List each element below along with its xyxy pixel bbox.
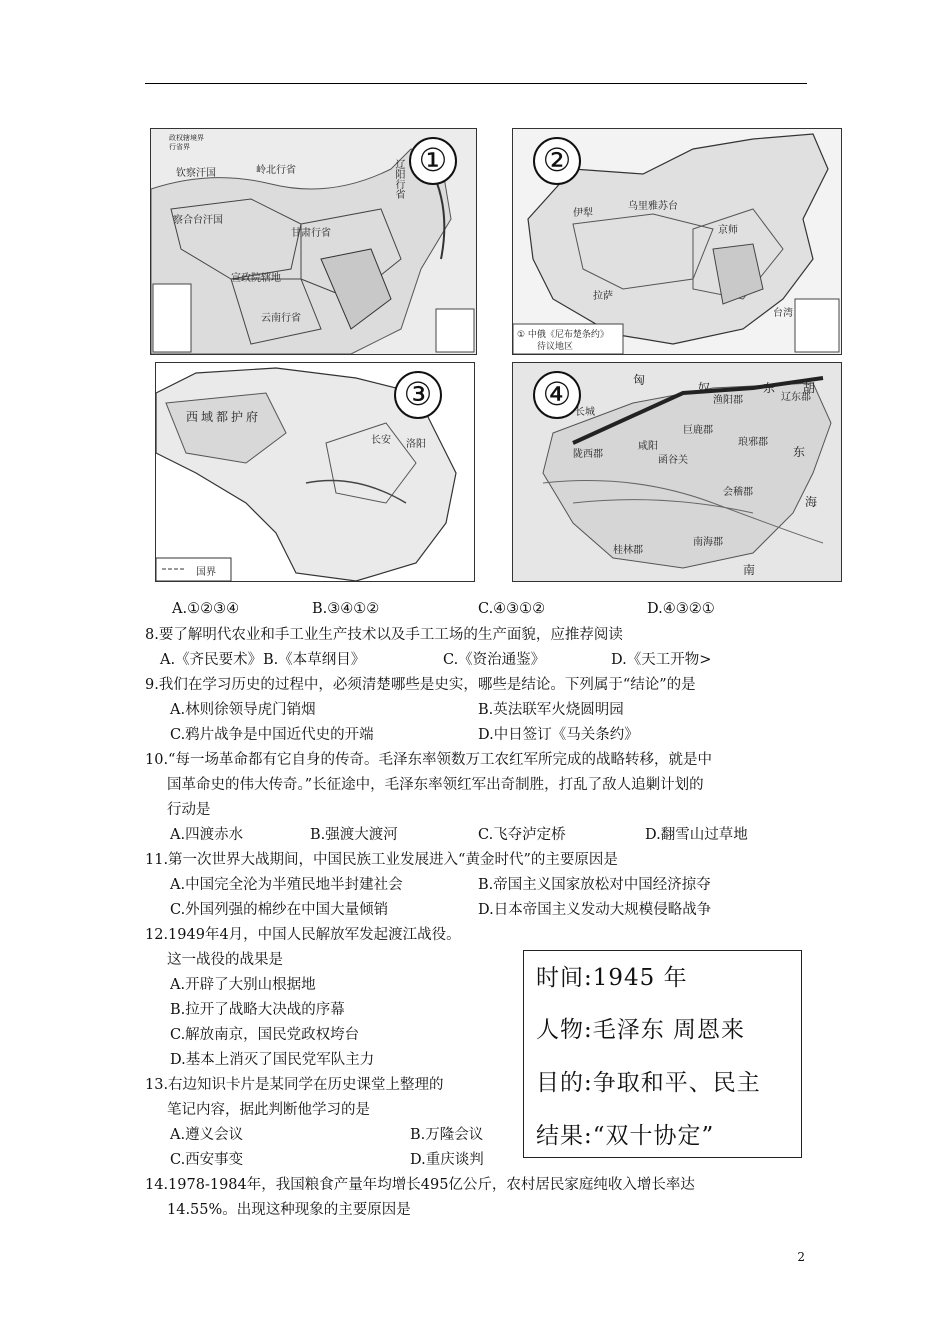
map-label: 海 bbox=[805, 495, 818, 509]
map-label: 云南行省 bbox=[261, 313, 301, 324]
q10-stem-line3: 行动是 bbox=[167, 802, 211, 818]
map-label: 伊犁 bbox=[573, 208, 593, 219]
map-label: 南 bbox=[743, 563, 756, 577]
map-label: 长城 bbox=[575, 407, 595, 418]
map-label: 琅邪郡 bbox=[738, 437, 768, 448]
map-number: ② bbox=[533, 137, 581, 185]
q10-option-a: A.四渡赤水 bbox=[170, 827, 244, 843]
map-label: 东 bbox=[793, 445, 806, 459]
q14-stem-line1: 14.1978-1984年，我国粮食产量年均增长495亿公斤，农村居民家庭纯收入增长率达 bbox=[145, 1177, 695, 1193]
card-time: 时间:1945 年 bbox=[536, 965, 688, 991]
q10-option-d: D.翻雪山过草地 bbox=[645, 827, 748, 843]
map-number: ① bbox=[409, 137, 457, 185]
map-label: 辽阳行省 bbox=[393, 159, 404, 199]
q11-option-d: D.日本帝国主义发动大规模侵略战争 bbox=[478, 902, 712, 918]
map-qin-dynasty bbox=[512, 362, 842, 582]
q9-stem: 9.我们在学习历史的过程中，必须清楚哪些是史实，哪些是结论。下列属于“结论”的是 bbox=[145, 677, 696, 693]
map-number: ③ bbox=[394, 371, 442, 419]
q10-stem-line1: 10.“每一场革命都有它自身的传奇。毛泽东率领数万工农红军所完成的战略转移，就是中 bbox=[145, 752, 712, 768]
q10-stem-line2: 国革命史的伟大传奇。”长征途中，毛泽东率领红军出奇制胜，打乱了敌人追剿计划的 bbox=[167, 777, 704, 793]
map-label: 岭北行省 bbox=[256, 165, 296, 176]
q8-option-b: B.《本草纲目》 bbox=[263, 652, 366, 668]
q8-option-c: C.《资治通鉴》 bbox=[443, 652, 546, 668]
map-label: 辽东郡 bbox=[781, 392, 811, 403]
q9-option-c: C.鸦片战争是中国近代史的开端 bbox=[170, 727, 374, 743]
map-label: 咸阳 bbox=[638, 441, 658, 452]
q13-stem-line2: 笔记内容，据此判断他学习的是 bbox=[167, 1102, 370, 1118]
q11-option-a: A.中国完全沦为半殖民地半封建社会 bbox=[170, 877, 403, 893]
page-number: 2 bbox=[797, 1250, 805, 1264]
map-label: 奴 bbox=[698, 381, 711, 395]
q7-option-b: B.③④①② bbox=[312, 601, 380, 617]
q7-option-d: D.④③②① bbox=[647, 601, 715, 617]
map-note: ① 中俄《尼布楚条约》 bbox=[517, 330, 609, 340]
map-label: 台湾 bbox=[773, 308, 793, 319]
map-label: 察合台汗国 bbox=[173, 215, 223, 226]
q12-option-b: B.拉开了战略大决战的序幕 bbox=[170, 1002, 345, 1018]
q10-option-c: C.飞夺泸定桥 bbox=[478, 827, 566, 843]
q8-stem: 8.要了解明代农业和手工业生产技术以及手工工场的生产面貌，应推荐阅读 bbox=[145, 627, 623, 643]
q13-option-a: A.遵义会议 bbox=[170, 1127, 244, 1143]
q9-option-d: D.中日签订《马关条约》 bbox=[478, 727, 639, 743]
q11-option-c: C.外国列强的棉纱在中国大量倾销 bbox=[170, 902, 389, 918]
map-label: 会稽郡 bbox=[723, 487, 753, 498]
q9-option-b: B.英法联军火烧圆明园 bbox=[478, 702, 624, 718]
card-result: 结果:“双十协定” bbox=[536, 1123, 715, 1149]
map-legend: 国界 bbox=[196, 567, 216, 578]
map-han-dynasty bbox=[155, 362, 475, 582]
map-label: 甘肃行省 bbox=[291, 228, 331, 239]
map-label: 胡 bbox=[803, 381, 816, 395]
map-label: 京师 bbox=[718, 225, 738, 236]
map-label: 宣政院辖地 bbox=[231, 273, 281, 284]
map-label: 巨鹿郡 bbox=[683, 425, 713, 436]
map-label: 匈 bbox=[633, 373, 646, 387]
map-label: 洛阳 bbox=[406, 439, 426, 450]
map-label: 陇西郡 bbox=[573, 449, 603, 460]
q12-option-a: A.开辟了大别山根据地 bbox=[170, 977, 316, 993]
q11-stem: 11.第一次世界大战期间，中国民族工业发展进入“黄金时代”的主要原因是 bbox=[145, 852, 618, 868]
map-label: 乌里雅苏台 bbox=[628, 201, 678, 212]
map-label: 拉萨 bbox=[593, 291, 613, 302]
q7-option-a: A.①②③④ bbox=[172, 601, 240, 617]
q12-stem-line2: 这一战役的战果是 bbox=[167, 952, 283, 968]
q12-option-d: D.基本上消灭了国民党军队主力 bbox=[170, 1052, 375, 1068]
map-label: 函谷关 bbox=[658, 455, 688, 466]
q8-option-d: D.《天工开物> bbox=[611, 652, 712, 668]
legend-item: 政权辖境界 bbox=[169, 134, 204, 142]
q9-option-a: A.林则徐领导虎门销烟 bbox=[170, 702, 316, 718]
map-label: 南海郡 bbox=[693, 537, 723, 548]
map-label: 钦察汗国 bbox=[176, 168, 216, 179]
q13-option-b: B.万隆会议 bbox=[410, 1127, 484, 1143]
map-label: 桂林郡 bbox=[613, 545, 643, 556]
q13-option-d: D.重庆谈判 bbox=[410, 1152, 484, 1168]
q14-stem-line2: 14.55%。出现这种现象的主要原因是 bbox=[167, 1202, 411, 1218]
q8-option-a: A.《齐民要术》 bbox=[160, 652, 263, 668]
map-number: ④ bbox=[533, 371, 581, 419]
map-note: 待议地区 bbox=[537, 342, 574, 352]
map-label: 东 bbox=[763, 381, 776, 395]
q13-stem-line1: 13.右边知识卡片是某同学在历史课堂上整理的 bbox=[145, 1077, 444, 1093]
q7-option-c: C.④③①② bbox=[478, 601, 546, 617]
card-goal: 目的:争取和平、民主 bbox=[536, 1070, 761, 1096]
map-qing-dynasty bbox=[512, 128, 842, 355]
map-label: 渔阳郡 bbox=[713, 395, 743, 406]
map-label: 长安 bbox=[371, 435, 391, 446]
map-label: 西域都护府 bbox=[186, 410, 262, 424]
header-rule bbox=[145, 83, 807, 84]
q11-option-b: B.帝国主义国家放松对中国经济掠夺 bbox=[478, 877, 711, 893]
q10-option-b: B.强渡大渡河 bbox=[310, 827, 398, 843]
q12-stem-line1: 12.1949年4月，中国人民解放军发起渡江战役。 bbox=[145, 927, 461, 943]
q13-option-c: C.西安事变 bbox=[170, 1152, 244, 1168]
map-yuan-dynasty bbox=[150, 128, 477, 355]
q12-option-c: C.解放南京，国民党政权垮台 bbox=[170, 1027, 360, 1043]
legend-item: 行省界 bbox=[169, 143, 190, 151]
knowledge-card bbox=[523, 950, 802, 1158]
card-people: 人物:毛泽东 周恩来 bbox=[536, 1017, 746, 1043]
